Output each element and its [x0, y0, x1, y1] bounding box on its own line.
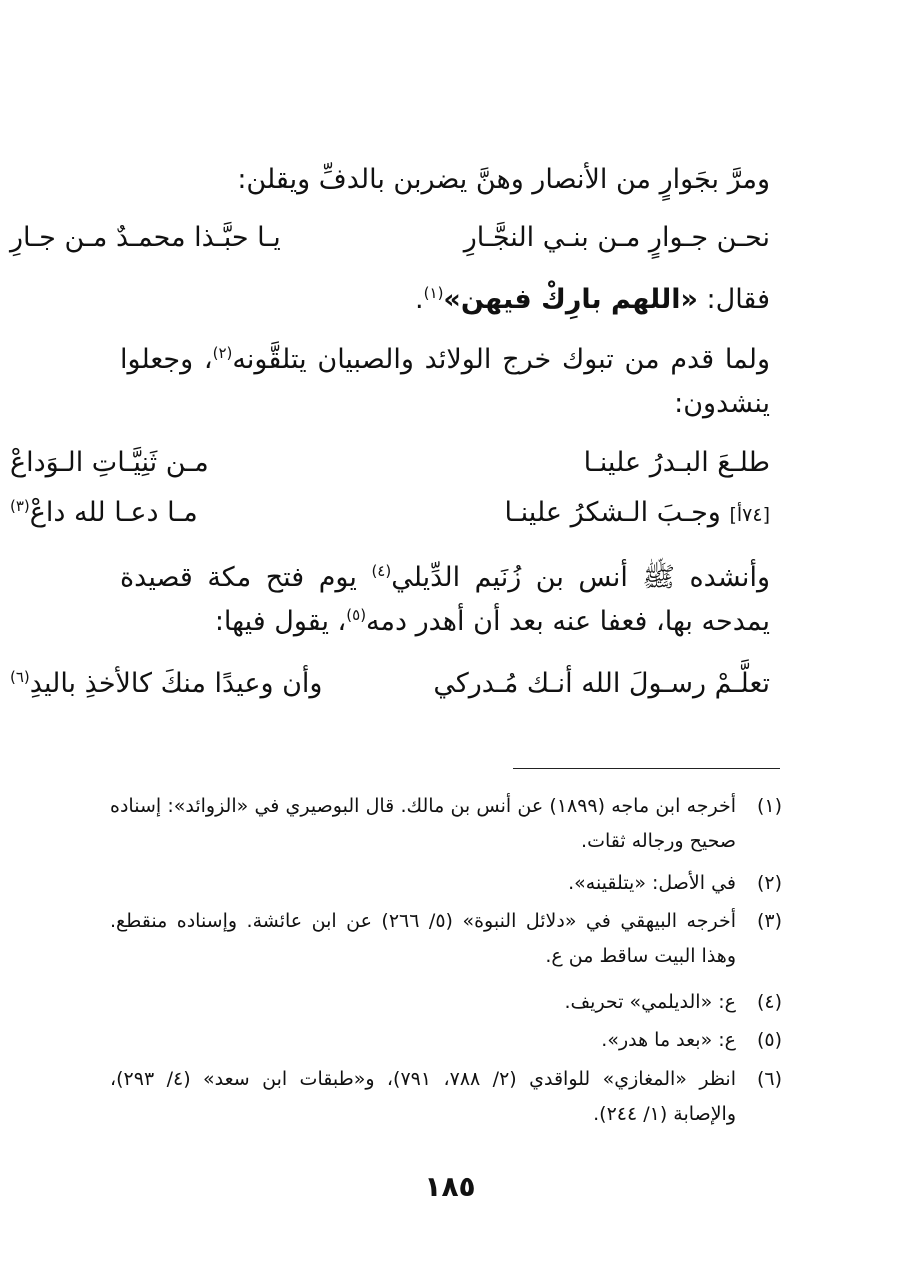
manuscript-folio-marker: [٧٤أ] — [729, 504, 770, 526]
footnote-text: ع: «بعد ما هدر». — [601, 1029, 736, 1051]
body-text: فقال: — [697, 284, 770, 315]
body-text: ولما قدم من تبوك خرج الولائد والصبيان يتلقَّونه — [232, 344, 770, 375]
footnote-number: (٦) — [756, 1068, 782, 1090]
footnote-3 — [110, 904, 782, 974]
body-text: ومرَّ بجَوارٍ من الأنصار وهنَّ يضربن بالدفِّ ويقلن: — [237, 164, 770, 195]
footnote-5 — [110, 1023, 782, 1058]
quoted-prayer: «اللهم بارِكْ فيهن» — [443, 284, 698, 315]
verse-first-hemistich — [505, 493, 770, 535]
verse-first-hemistich: نحـن جـوارٍ مـن بنـي النجَّـارِ — [463, 222, 770, 253]
footnote-text: ع: «الديلمي» تحريف. — [564, 991, 736, 1013]
footnote-number: (٢) — [756, 872, 782, 894]
footnote-ref-2[interactable]: (٢) — [212, 344, 233, 362]
verse-first-hemistich: تعلَّـمْ رسـولَ الله أنـك مُـدركي — [433, 668, 770, 699]
body-text: وأنشده ﷺ أنس بن زُنَيم الدِّيلي — [391, 562, 770, 593]
verse-second-hemistich: يـا حبَّـذا محمـدٌ مـن جـارِ — [10, 222, 281, 253]
verse-first-hemistich: طلـعَ البـدرُ علينـا — [583, 447, 770, 478]
poem-verse-2 — [10, 443, 770, 483]
body-paragraph-2 — [120, 556, 770, 644]
body-line-2 — [110, 280, 770, 320]
footnote-ref-4[interactable]: (٤) — [371, 562, 392, 580]
poem-verse-1 — [10, 218, 770, 258]
body-text: . — [415, 284, 424, 315]
verse-second-hemistich: مـن ثَنِيَّـاتِ الـوَداعْ — [10, 447, 209, 478]
footnote-text: في الأصل: «يتلقينه». — [568, 872, 736, 894]
footnote-2 — [110, 866, 782, 901]
footnote-number: (١) — [756, 795, 782, 817]
verse-text: وأن وعيدًا منكَ كالأخذِ باليدِ — [29, 668, 323, 699]
footnote-separator — [513, 768, 780, 769]
body-line-1 — [110, 160, 770, 200]
body-text: يوم فتح مكة قصيدة يمدحه بها، فعفا عنه بعد أن أهدر دمه — [120, 562, 770, 637]
page-number: ١٨٥ — [424, 1170, 476, 1203]
poem-verse-4 — [10, 664, 770, 704]
verse-text: مـا دعـا لله داعْ — [29, 497, 198, 528]
footnote-ref-3[interactable]: (٣) — [10, 497, 30, 515]
verse-text: وجـبَ الـشكرُ علينـا — [504, 497, 721, 528]
footnote-text: أخرجه ابن ماجه (١٨٩٩) عن أنس بن مالك. قال البوصيري في «الزوائد»: إسناده صحيح ورجاله ثقات. — [110, 795, 737, 852]
poem-verse-3 — [10, 493, 770, 533]
body-paragraph-1 — [120, 338, 770, 426]
footnote-6 — [110, 1062, 782, 1132]
footnote-ref-1[interactable]: (١) — [423, 284, 444, 302]
verse-second-hemistich — [10, 664, 322, 704]
footnote-text: أخرجه البيهقي في «دلائل النبوة» (٥/ ٢٦٦) عن ابن عائشة. وإسناده منقطع. وهذا البيت ساقط من ع. — [110, 910, 736, 967]
footnote-ref-5[interactable]: (٥) — [346, 606, 367, 624]
footnote-number: (٥) — [756, 1029, 782, 1051]
verse-second-hemistich — [10, 493, 198, 533]
footnote-4 — [110, 985, 782, 1020]
footnote-1 — [110, 789, 782, 859]
footnote-ref-6[interactable]: (٦) — [10, 668, 30, 686]
footnote-text: انظر «المغازي» للواقدي (٢/ ٧٨٨، ٧٩١)، و«طبقات ابن سعد» (٤/ ٢٩٣)، والإصابة (١/ ٢٤٤). — [110, 1068, 736, 1125]
footnote-number: (٣) — [756, 910, 782, 932]
body-text: ، وجعلوا ينشدون: — [120, 344, 770, 419]
body-text: ، يقول فيها: — [214, 606, 347, 637]
footnote-number: (٤) — [756, 991, 782, 1013]
